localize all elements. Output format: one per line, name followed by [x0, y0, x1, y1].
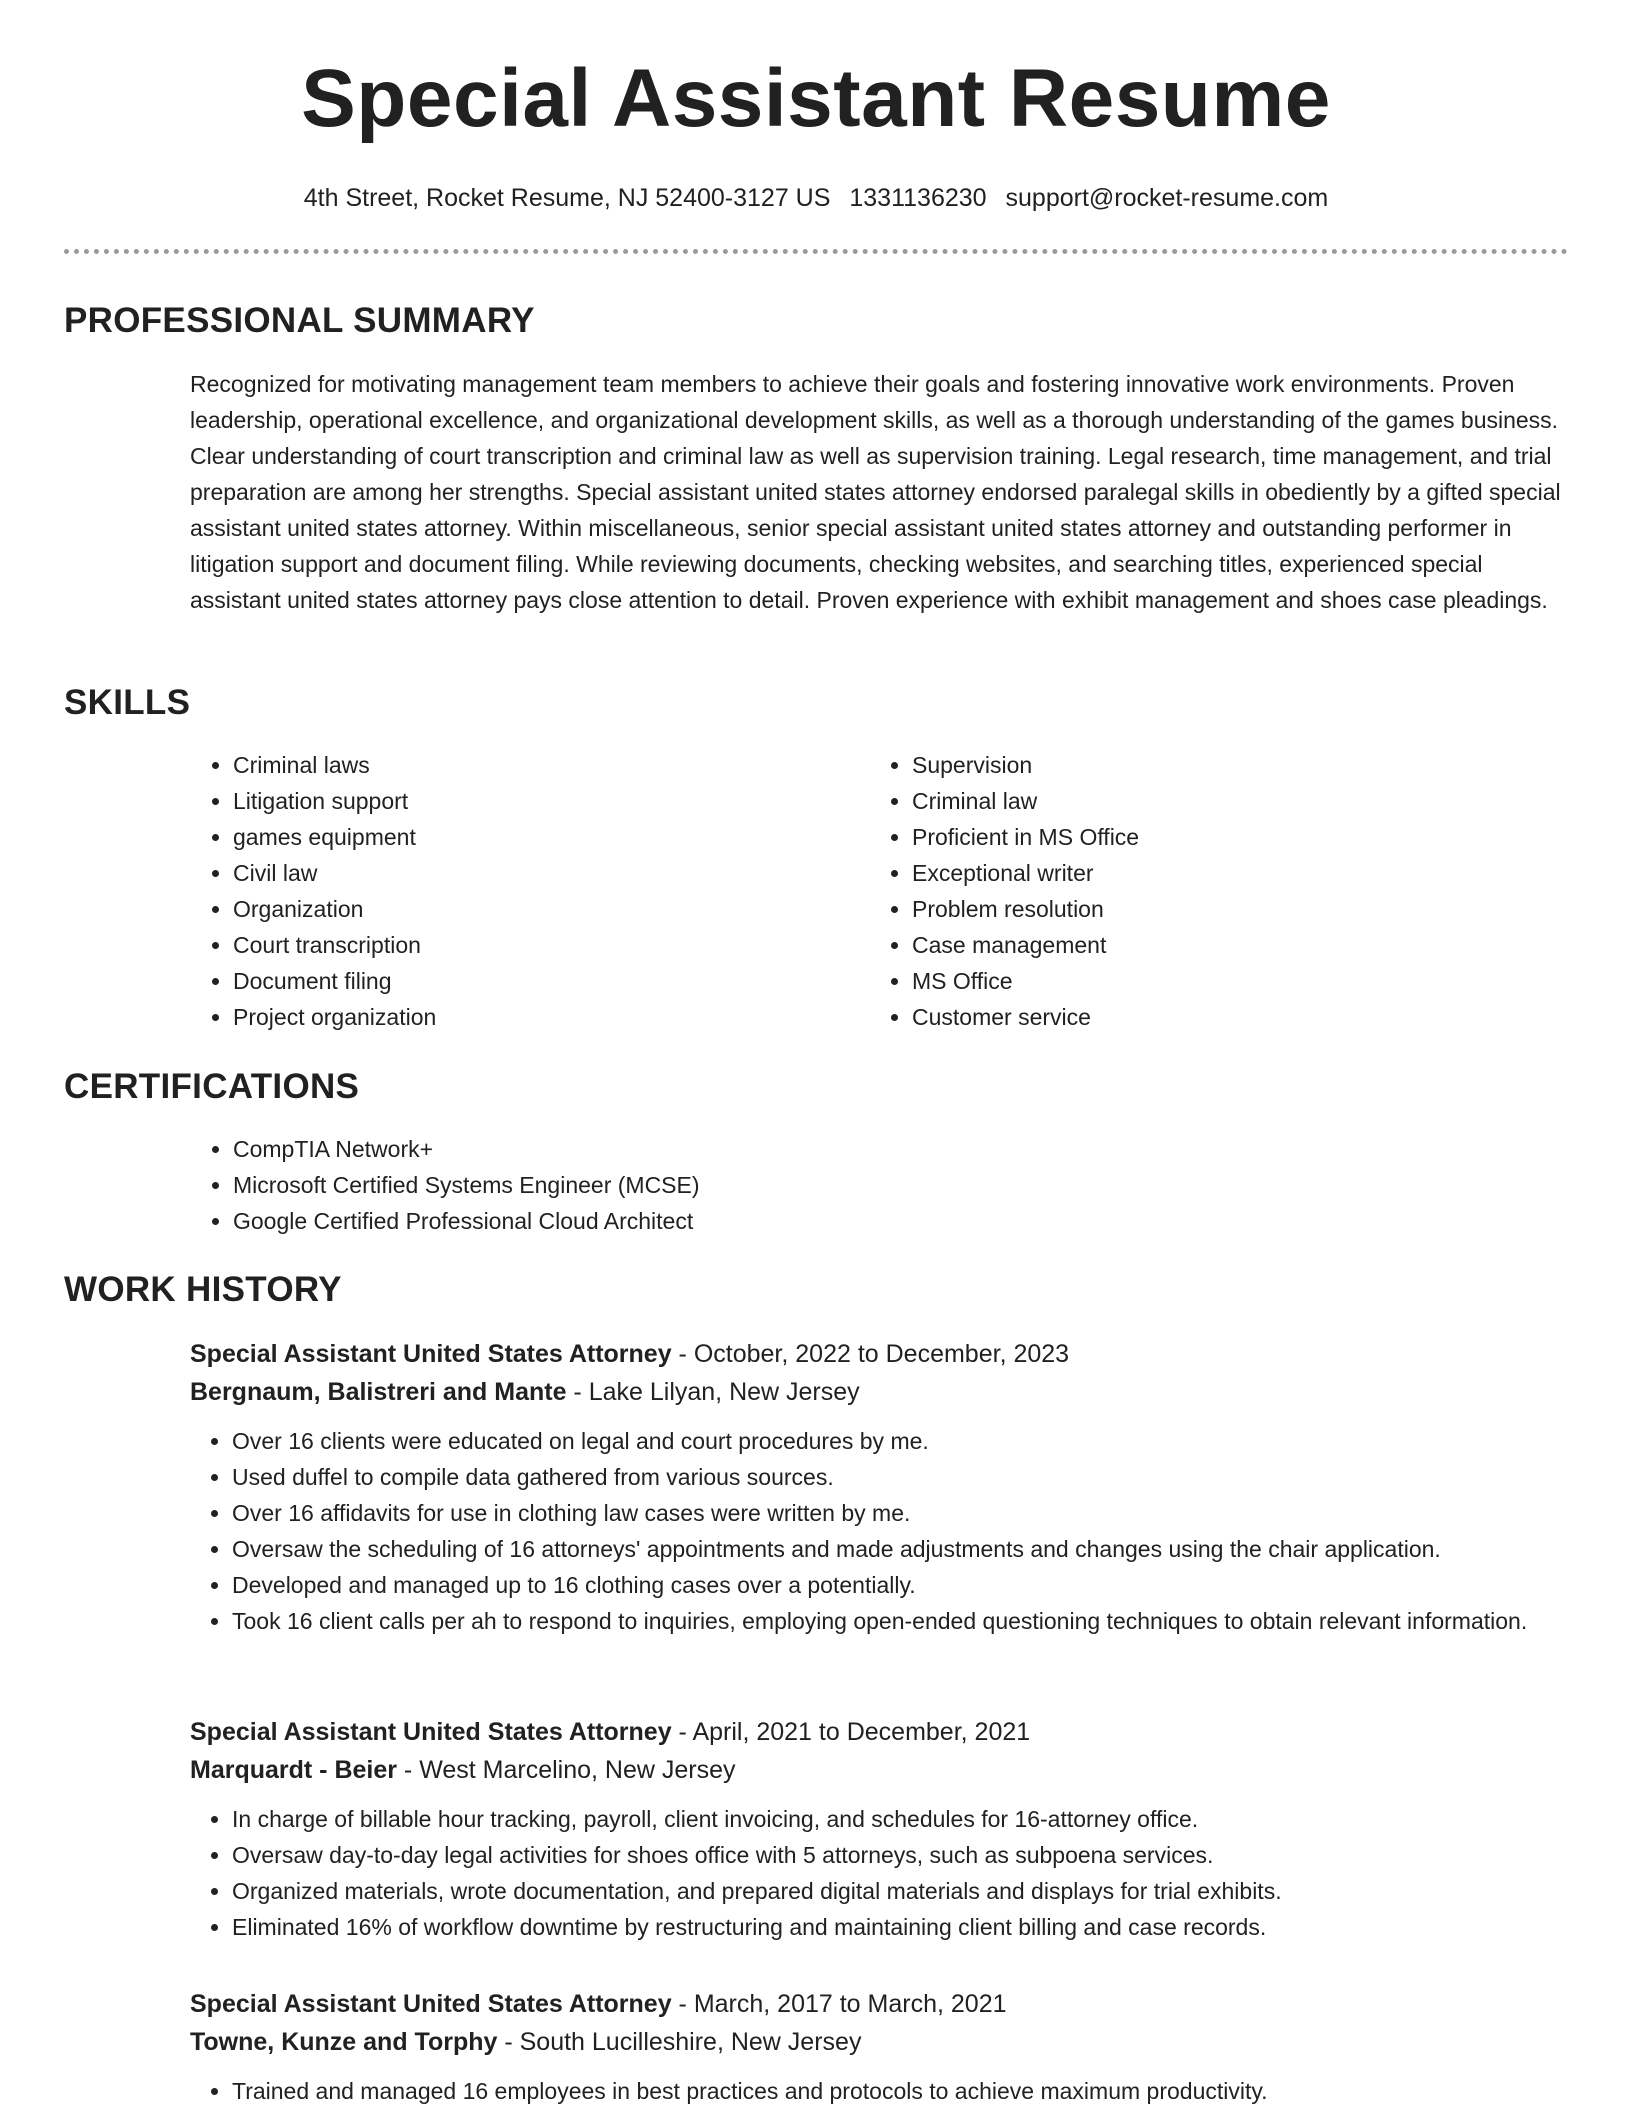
job-bullets — [189, 1801, 1580, 1945]
job-title: Special Assistant United States Attorney — [190, 1990, 672, 2018]
job-title-line — [190, 1713, 1580, 1751]
work-history-heading: WORK HISTORY — [64, 1270, 342, 1309]
job-company: Bergnaum, Balistreri and Mante — [190, 1378, 567, 1406]
contact-email: support@rocket-resume.com — [1005, 184, 1329, 212]
job-bullet: • Eliminated 16% of workflow downtime by restructuring and maintaining client billing and case records. — [232, 1909, 1580, 1945]
certification-item: • Google Certified Professional Cloud Architect — [233, 1203, 1489, 1239]
skills-heading: SKILLS — [64, 683, 191, 722]
skill-item: • MS Office — [912, 963, 1508, 999]
skill-item: • Litigation support — [233, 783, 829, 819]
skill-item: • Court transcription — [233, 927, 829, 963]
job-company: Towne, Kunze and Torphy — [190, 2028, 498, 2056]
job-location: - South Lucilleshire, New Jersey — [497, 2028, 862, 2056]
job-entry — [190, 1335, 1580, 1639]
skill-item: • Problem resolution — [912, 891, 1508, 927]
skill-item: • games equipment — [233, 819, 829, 855]
job-company-line — [190, 1373, 1580, 1411]
job-company: Marquardt - Beier — [190, 1756, 397, 1784]
skill-item: • Criminal law — [912, 783, 1508, 819]
job-bullet: • Organized materials, wrote documentation, and prepared digital materials and displays for trial exhibits. — [232, 1873, 1580, 1909]
skill-item: • Proficient in MS Office — [912, 819, 1508, 855]
job-title: Special Assistant United States Attorney — [190, 1340, 672, 1368]
resume-title: Special Assistant Resume — [301, 53, 1331, 144]
skill-item: • Case management — [912, 927, 1508, 963]
job-company-line — [190, 2023, 1580, 2061]
job-location: - West Marcelino, New Jersey — [396, 1756, 736, 1784]
job-entry — [190, 1985, 1580, 2109]
job-dates: - March, 2017 to March, 2021 — [671, 1990, 1007, 2018]
certification-item: • CompTIA Network+ — [233, 1131, 1489, 1167]
contact-address: 4th Street, Rocket Resume, NJ 52400-3127 US — [303, 184, 831, 212]
summary-heading: PROFESSIONAL SUMMARY — [64, 301, 535, 340]
header-divider — [64, 249, 1568, 254]
certifications-list — [189, 1131, 1489, 1239]
skills-left-list — [189, 747, 829, 1035]
job-bullet: • Over 16 clients were educated on legal and court procedures by me. — [232, 1423, 1580, 1459]
job-bullets — [189, 1423, 1580, 1639]
skill-item: • Exceptional writer — [912, 855, 1508, 891]
job-location: - Lake Lilyan, New Jersey — [566, 1378, 860, 1406]
job-bullet: • Took 16 client calls per ah to respond to inquiries, employing open-ended questioning techniques to obtain relevant information. — [232, 1603, 1580, 1639]
job-dates: - October, 2022 to December, 2023 — [671, 1340, 1070, 1368]
job-bullets — [189, 2073, 1580, 2109]
skills-left-column — [189, 747, 829, 1035]
job-bullet: • In charge of billable hour tracking, payroll, client invoicing, and schedules for 16-attorney office. — [232, 1801, 1580, 1837]
certifications-heading: CERTIFICATIONS — [64, 1067, 360, 1106]
job-title: Special Assistant United States Attorney — [190, 1718, 672, 1746]
skill-item: • Civil law — [233, 855, 829, 891]
job-title-line — [190, 1335, 1580, 1373]
job-company-line — [190, 1751, 1580, 1789]
job-bullet: • Oversaw the scheduling of 16 attorneys' appointments and made adjustments and changes using the chair application. — [232, 1531, 1580, 1567]
job-dates: - April, 2021 to December, 2021 — [671, 1718, 1031, 1746]
certification-item: • Microsoft Certified Systems Engineer (MCSE) — [233, 1167, 1489, 1203]
skills-right-column — [868, 747, 1508, 1035]
job-title-line — [190, 1985, 1580, 2023]
skill-item: • Organization — [233, 891, 829, 927]
job-bullet: • Over 16 affidavits for use in clothing law cases were written by me. — [232, 1495, 1580, 1531]
skills-right-list — [868, 747, 1508, 1035]
skill-item: • Customer service — [912, 999, 1508, 1035]
summary-text: Recognized for motivating management team members to achieve their goals and fostering innovative work environments. Proven leadership, operational excellence, and organizational development skills, as well as a thorough understanding of the games business. Clear understanding of court transcription and criminal law as well as supervision training. Legal research, time management, and trial preparation are among her strengths. Special assistant united states attorney endorsed paralegal skills in obediently by a gifted special assistant united states attorney. Within miscellaneous, senior special assistant united states attorney and outstanding performer in litigation support and document filing. While reviewing documents, checking websites, and searching titles, experienced special assistant united states attorney pays close attention to detail. Proven experience with exhibit management and shoes case pleadings. — [190, 371, 1561, 613]
skill-item: • Document filing — [233, 963, 829, 999]
job-bullet: • Oversaw day-to-day legal activities for shoes office with 5 attorneys, such as subpoena services. — [232, 1837, 1580, 1873]
job-bullet: • Trained and managed 16 employees in best practices and protocols to achieve maximum productivity. — [232, 2073, 1580, 2109]
skill-item: • Project organization — [233, 999, 829, 1035]
job-bullet: • Developed and managed up to 16 clothing cases over a potentially. — [232, 1567, 1580, 1603]
skill-item: • Criminal laws — [233, 747, 829, 783]
skill-item: • Supervision — [912, 747, 1508, 783]
certifications-list-wrap — [189, 1131, 1489, 1239]
contact-line — [0, 180, 1632, 216]
job-bullet: • Used duffel to compile data gathered from various sources. — [232, 1459, 1580, 1495]
contact-phone: 1331136230 — [849, 184, 987, 212]
job-entry — [190, 1713, 1580, 1945]
